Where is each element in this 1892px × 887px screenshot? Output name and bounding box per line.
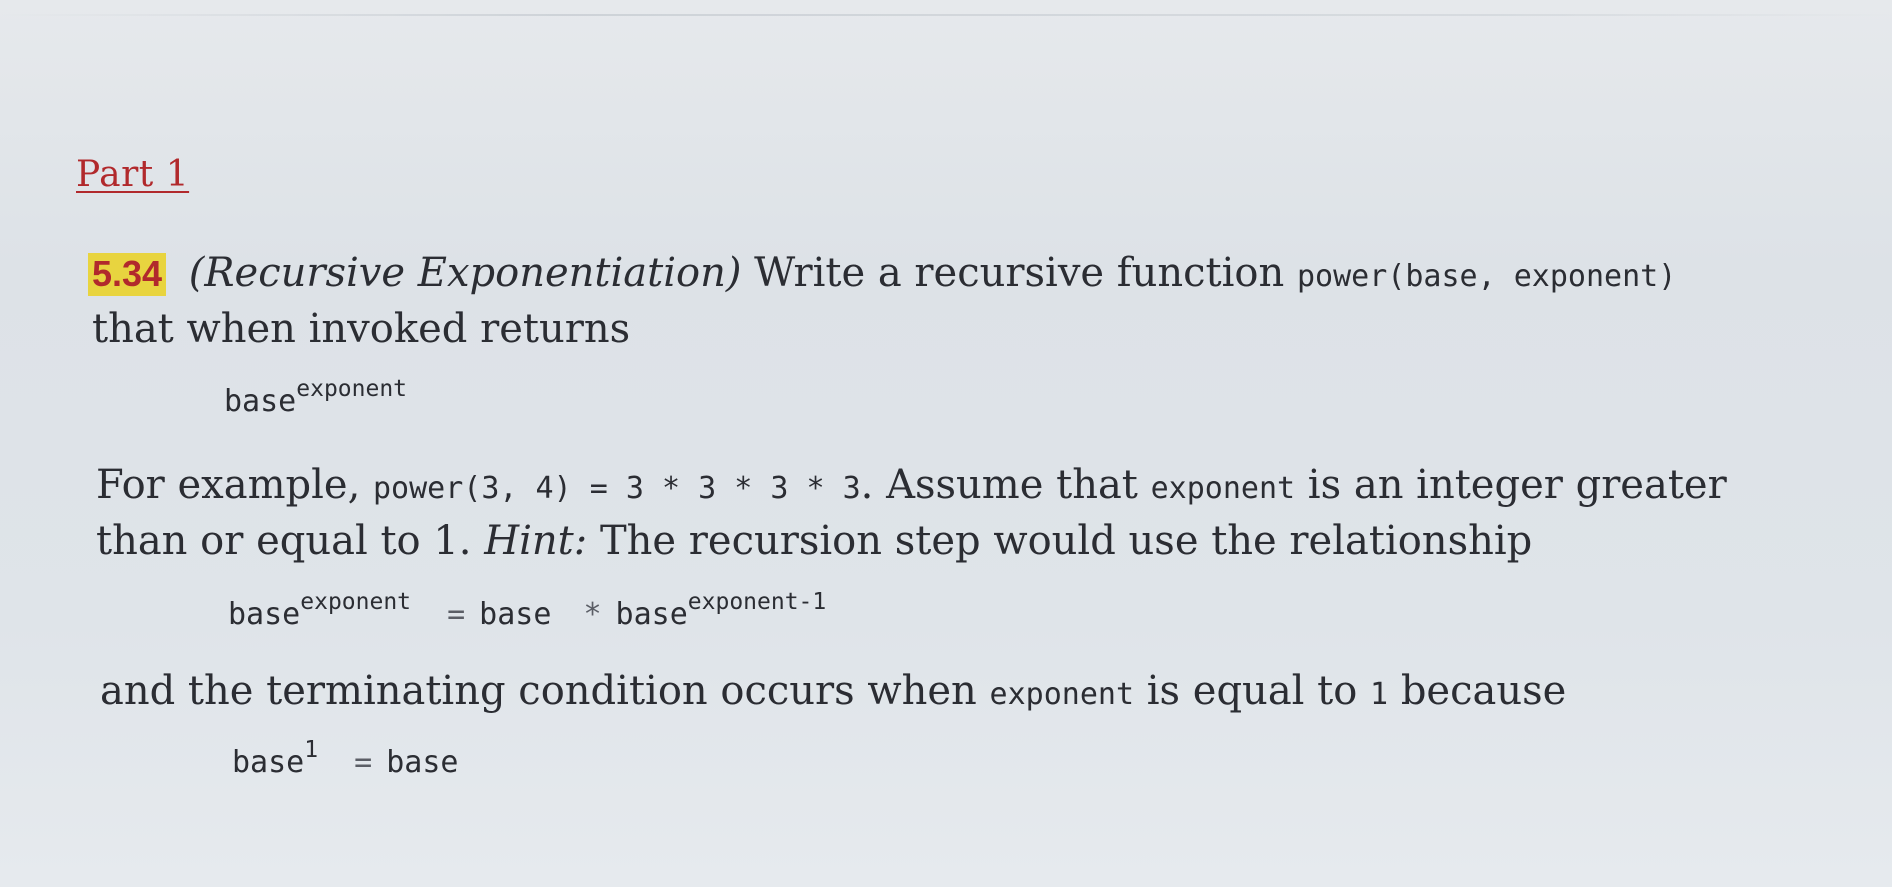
formula-recursion-step	[228, 589, 827, 632]
example-tail: is an integer greater	[1295, 462, 1727, 508]
exercise-line-2	[92, 306, 631, 352]
formula3-equals: =	[354, 745, 373, 780]
example-line-2	[96, 518, 1533, 564]
terminating-lead: and the terminating condition occurs when	[100, 668, 990, 714]
hint-label: Hint:	[484, 518, 588, 564]
formula2-times: *	[583, 597, 602, 632]
function-signature: power(base, exponent)	[1296, 259, 1677, 294]
formula2-lhs-base: base	[228, 597, 301, 632]
example-code: power(3, 4) = 3 * 3 * 3 * 3	[373, 471, 861, 506]
example-exponent-code: exponent	[1150, 471, 1296, 506]
exercise-intro-text: Write a recursive function	[741, 250, 1297, 296]
terminating-tail: because	[1388, 668, 1567, 714]
exercise-line-1	[88, 250, 1677, 296]
terminating-mid: is equal to	[1134, 668, 1371, 714]
formula3-exponent: 1	[304, 737, 319, 763]
terminating-one-code: 1	[1370, 677, 1389, 712]
exercise-title: (Recursive Exponentiation)	[188, 250, 742, 296]
exercise-line-2-text: that when invoked returns	[92, 306, 631, 352]
part-heading: Part 1	[76, 154, 190, 195]
formula3-base: base	[232, 745, 305, 780]
formula1-exponent: exponent	[296, 376, 408, 402]
example-lead: For example,	[96, 462, 373, 508]
formula1-base: base	[224, 384, 297, 419]
example-line-2-a: than or equal to 1.	[96, 518, 485, 564]
formula2-rhs-base-b: base	[615, 597, 688, 632]
example-line-1	[96, 462, 1727, 508]
terminating-line	[100, 668, 1567, 714]
formula2-equals: =	[447, 597, 466, 632]
formula2-rhs-base-a: base	[479, 597, 552, 632]
example-mid: . Assume that	[860, 462, 1151, 508]
formula-base-case	[232, 737, 459, 780]
exercise-number: 5.34	[88, 253, 166, 296]
example-line-2-b: The recursion step would use the relationship	[587, 518, 1533, 564]
top-divider	[0, 14, 1892, 16]
formula2-lhs-exponent: exponent	[300, 589, 412, 615]
formula2-rhs-exponent: exponent-1	[687, 589, 827, 615]
terminating-exponent-code: exponent	[989, 677, 1135, 712]
formula3-rhs: base	[386, 745, 459, 780]
formula-return-value	[224, 376, 408, 419]
